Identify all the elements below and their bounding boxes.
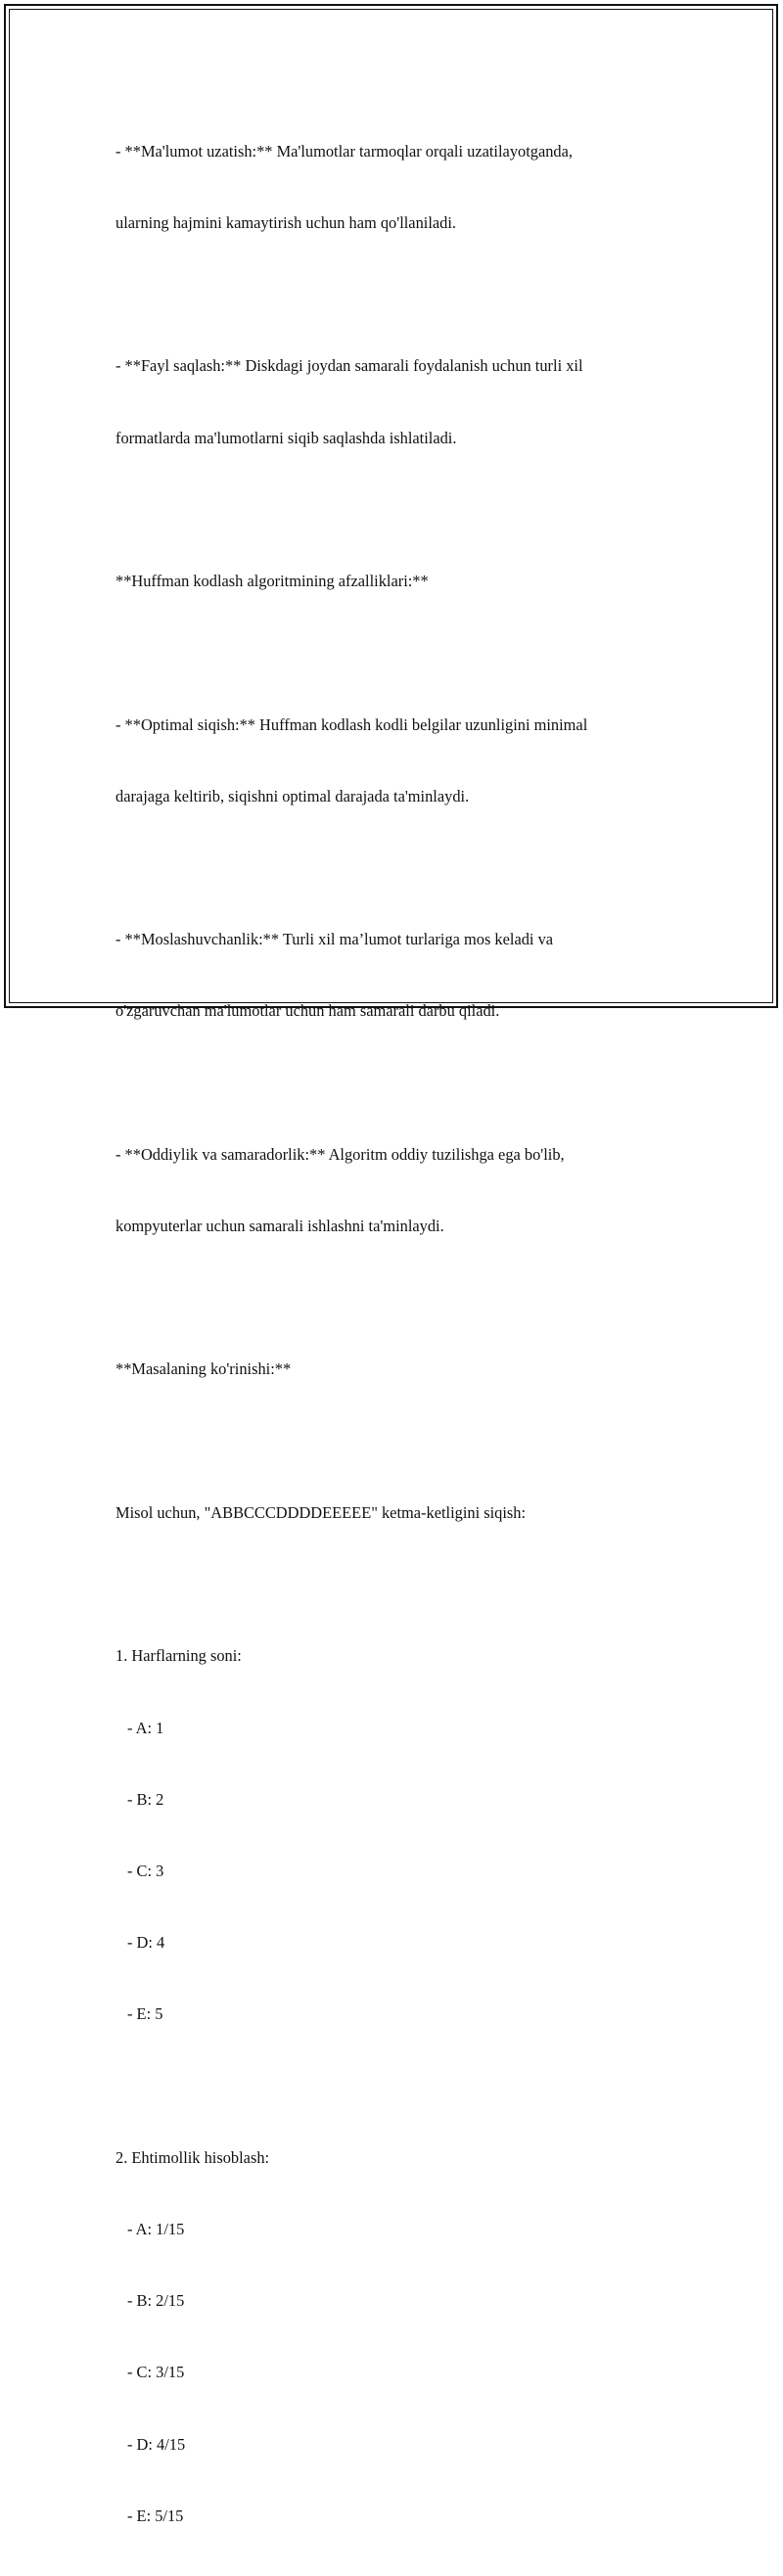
list-item: - A: 1 — [127, 1718, 164, 1737]
paragraph-line: Misol uchun, "ABBCCCDDDDEEEEE" ketma-ketligini siqish: — [115, 1502, 527, 1522]
paragraph-line: ularning hajmini kamaytirish uchun ham qo'llaniladi. — [115, 213, 456, 233]
paragraph-file-storage — [115, 307, 664, 498]
paragraph-adaptability — [115, 880, 664, 1071]
list-item: - B: 2/15 — [127, 2291, 185, 2311]
paragraph-line: formatlarda ma'lumotlarni siqib saqlashda ishlatiladi. — [115, 428, 457, 447]
paragraph-line: kompyuterlar uchun samarali ishlashni ta'minlaydi. — [115, 1217, 444, 1236]
list-heading: 2. Ehtimollik hisoblash: — [115, 2147, 270, 2167]
paragraph-simplicity — [115, 1095, 664, 1286]
paragraph-line: - **Moslashuvchanlik:** Turli xil ma’lumot turlariga mos keladi va — [115, 930, 554, 949]
list-item: - C: 3 — [127, 1861, 164, 1880]
list-heading: 1. Harflarning soni: — [115, 1646, 242, 1666]
paragraph-line: darajaga keltirib, siqishni optimal darajada ta'minlaydi. — [115, 786, 470, 805]
list-item: - C: 3/15 — [127, 2363, 185, 2382]
document-body — [115, 92, 664, 2576]
list-letter-counts — [115, 1596, 664, 2074]
list-probabilities — [115, 2098, 664, 2576]
paragraph-line: **Huffman kodlash algoritmining afzalliklari:** — [115, 572, 429, 591]
paragraph-optimal-compression — [115, 666, 664, 856]
paragraph-example-intro — [115, 1453, 664, 1573]
paragraph-data-transmission — [115, 92, 664, 283]
list-item: - E: 5/15 — [127, 2506, 184, 2525]
paragraph-line: - **Fayl saqlash:** Diskdagi joydan samarali foydalanish uchun turli xil — [115, 356, 583, 376]
section-heading-example — [115, 1311, 664, 1430]
paragraph-line: - **Optimal siqish:** Huffman kodlash kodli belgilar uzunligini minimal — [115, 714, 588, 734]
paragraph-line: **Masalaning ko'rinishi:** — [115, 1359, 292, 1379]
list-item: - D: 4 — [127, 1933, 165, 1953]
list-item: - D: 4/15 — [127, 2434, 186, 2454]
paragraph-line: o'zgaruvchan ma'lumotlar uchun ham samarali darbu qiladi. — [115, 1001, 500, 1021]
list-item: - E: 5 — [127, 2004, 163, 2024]
section-heading-advantages — [115, 522, 664, 641]
paragraph-line: - **Ma'lumot uzatish:** Ma'lumotlar tarmoqlar orqali uzatilayotganda, — [115, 141, 573, 161]
paragraph-line: - **Oddiylik va samaradorlik:** Algoritm oddiy tuzilishga ega bo'lib, — [115, 1144, 565, 1164]
list-item: - B: 2 — [127, 1789, 164, 1809]
list-item: - A: 1/15 — [127, 2220, 185, 2239]
